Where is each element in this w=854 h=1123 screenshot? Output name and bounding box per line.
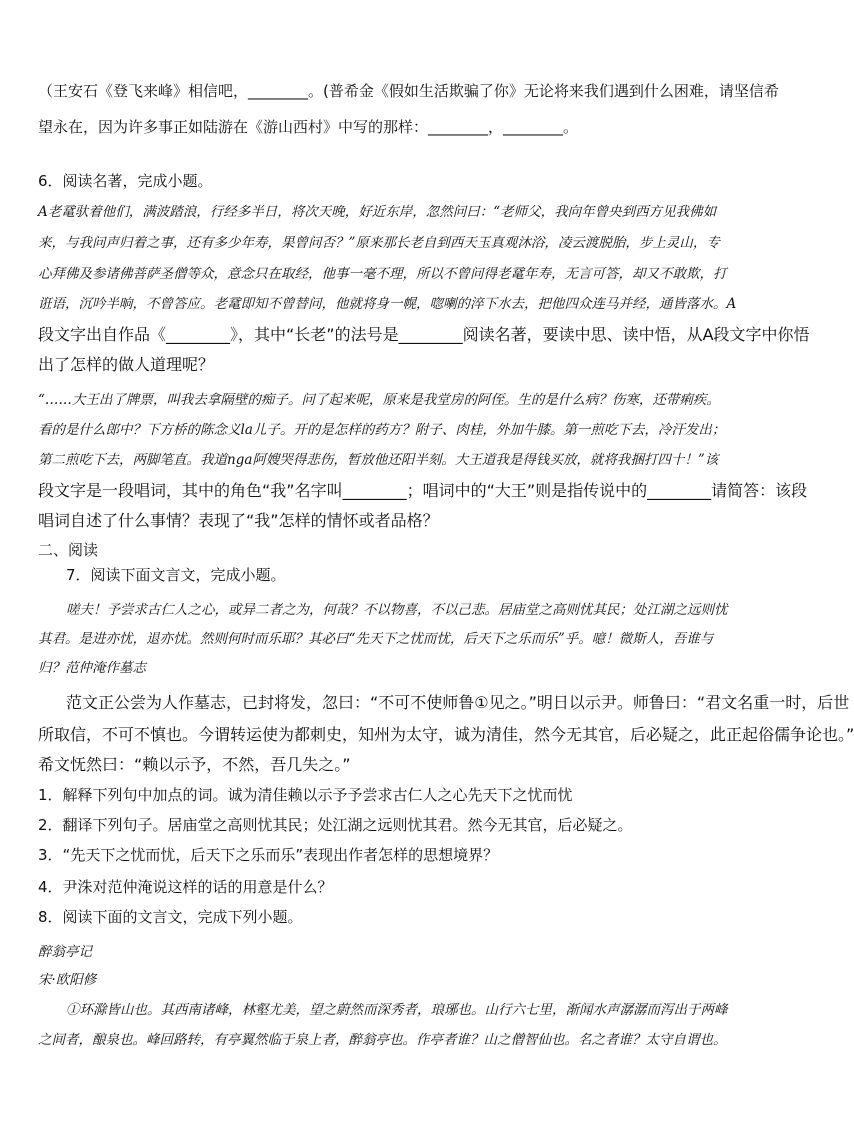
question-8-title: 8．阅读下面的文言文，完成下列小题。 [38, 908, 303, 926]
passage-b-line: “……大王出了牌票，叫我去拿隔壁的痴子。问了起来呢，原来是我堂房的阿侄。生的是什么病？伤寒，还带痢疾。 [38, 392, 720, 408]
classical-text-line: 其君。是进亦忧，退亦忧。然则何时而乐耶？其必曰“先天下之忧而忧，后天下之乐而乐”乎。噫！微斯人，吾谁与 [38, 631, 714, 647]
passage-b-line: 第二煎吃下去，两脚笔直。我道nga阿嫂哭得悲伤，暂放他还阳半刻。大王道我是得钱买放，就将我捆打四十！”该 [38, 452, 719, 468]
classical-text-line: 希文怃然曰：“赖以示予，不然，吾几失之。” [38, 755, 351, 774]
classical-text-line: 归？范仲淹作墓志 [38, 660, 146, 676]
question-6-title: 6．阅读名著，完成小题。 [38, 172, 213, 190]
text-line: （王安石《登飞来峰》相信吧，________。(普希金《假如生活欺骗了你》无论将来我们遇到什么困难，请坚信希 [38, 82, 779, 100]
essay-author: 宋·欧阳修 [38, 972, 97, 988]
section-heading: 二、阅读 [38, 541, 99, 559]
question-line: 出了怎样的做人道理呢？ [38, 355, 215, 374]
passage-a-line: 诳语，沉吟半晌，不曾答应。老鼋即知不曾替问，他就将身一幌，唿喇的淬下水去，把他四众连马并经，通皆落水。A [38, 296, 737, 312]
classical-text-line: 嗟夫！予尝求古仁人之心，或异二者之为，何哉？不以物喜，不以己悲。居庙堂之高则忧其民；处江湖之远则忧 [66, 602, 728, 618]
essay-title: 醉翁亭记 [38, 944, 92, 960]
passage-a-line: 来，与我问声归着之事，还有多少年寿，果曾问否？”原来那长老自到西天玉真观沐浴，凌云渡脱胎，步上灵山，专 [38, 235, 720, 251]
essay-line: 之间者，酿泉也。峰回路转，有亭翼然临于泉上者，醉翁亭也。作亭者谁？山之僧智仙也。名之者谁？太守自谓也。 [38, 1032, 727, 1048]
sub-question: 3．“先天下之忧而忧，后天下之乐而乐”表现出作者怎样的思想境界？ [38, 846, 499, 864]
question-7-title: 7．阅读下面文言文，完成小题。 [66, 566, 286, 584]
classical-text-line: 范文正公尝为人作墓志，已封将发，忽曰：“不可不使师鲁①见之。”明日以示尹。师鲁曰：“君文名重一时，后世 [66, 693, 850, 712]
question-line: 段文字出自作品《________》，其中“长老”的法号是________阅读名著，要读中思、读中悟，从A段文字中你悟 [38, 325, 810, 344]
passage-b-line: 看的是什么郎中？下方桥的陈念义la儿子。开的是怎样的药方？附子、肉桂，外加牛膝。第一煎吃下去，冷汗发出； [38, 422, 726, 438]
essay-line: ①环滁皆山也。其西南诸峰，林壑尤美，望之蔚然而深秀者，琅琊也。山行六七里，渐闻水声潺潺而泻出于两峰 [66, 1002, 728, 1018]
sub-question: 1．解释下列句中加点的词。诚为清佳赖以示予予尝求古仁人之心先天下之忧而忧 [38, 786, 573, 804]
classical-text-line: 所取信，不可不慎也。今谓转运使为都刺史，知州为太守，诚为清佳，然今无其官，后必疑之，此正起俗儒争论也。” [38, 725, 854, 744]
passage-a-line: 心拜佛及参诸佛菩萨圣僧等众，意念只在取经，他事一毫不理，所以不曾问得老鼋年寿，无言可答，却又不敢欺，打 [38, 266, 727, 282]
sub-question: 2．翻译下列句子。居庙堂之高则忧其民；处江湖之远则忧其君。然今无其官，后必疑之。 [38, 816, 633, 834]
text-line: 望永在，因为许多事正如陆游在《游山西村》中写的那样：________，________。 [38, 118, 579, 136]
sub-question: 4．尹洙对范仲淹说这样的话的用意是什么？ [38, 878, 333, 896]
passage-a-line: A老鼋驮着他们，满波踏浪，行经多半日，将次天晚，好近东岸，忽然问曰：“老师父，我向年曾央到西方见我佛如 [38, 204, 717, 220]
question-line: 唱词自述了什么事情？表现了“我”怎样的情怀或者品格？ [38, 511, 439, 530]
question-line: 段文字是一段唱词，其中的角色“我”名字叫________；唱词中的“大王”则是指传说中的________请简答：该段 [38, 481, 808, 500]
